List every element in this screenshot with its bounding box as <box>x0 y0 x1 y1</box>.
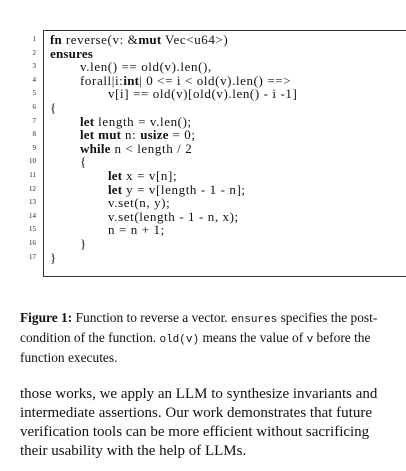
figure-caption <box>20 309 392 366</box>
line-number: 16 <box>29 239 36 247</box>
figure-label: Figure 1: <box>20 310 73 325</box>
code-line: while n < length / 2 <box>80 140 193 156</box>
line-number: 3 <box>32 62 36 71</box>
code-line: v.len() == old(v).len(), <box>80 59 212 75</box>
caption-code: old(v) <box>159 334 200 346</box>
code-line: let length = v.len(); <box>80 113 192 129</box>
line-number: 12 <box>29 184 36 193</box>
line-number: 1 <box>32 35 36 43</box>
code-line: forall|i:int| 0 <= i < old(v).len() ==> <box>80 72 292 88</box>
line-number: 2 <box>32 48 36 57</box>
code-bottom-border <box>43 276 406 277</box>
line-number: 13 <box>29 198 36 207</box>
line-number: 5 <box>32 89 36 98</box>
code-line: let x = v[n]; <box>108 168 178 183</box>
line-number: 7 <box>32 116 36 125</box>
code-line: v[i] == old(v)[old(v).len() - i -1] <box>108 86 298 102</box>
code-line: fn reverse(v: &mut Vec<u64>) <box>50 32 229 47</box>
code-line: } <box>50 249 57 265</box>
code-line: { <box>80 154 87 170</box>
line-number: 14 <box>29 211 36 220</box>
caption-text: before the function executes. <box>20 330 371 365</box>
caption-text: Function to reverse a vector. <box>75 310 228 325</box>
code-line: { <box>50 100 57 115</box>
line-number: 11 <box>29 171 36 179</box>
line-number: 6 <box>32 103 36 111</box>
caption-text: means the value of <box>202 330 304 345</box>
caption-code: v <box>306 334 314 346</box>
line-number: 4 <box>32 75 36 84</box>
code-line: let y = v[length - 1 - n]; <box>108 181 246 197</box>
line-number: 10 <box>29 157 36 166</box>
line-number: 8 <box>32 130 36 139</box>
body-paragraph: those works, we apply an LLM to synthesize invariants and intermediate assertions. Our work demonstrates that future verification tools can be more efficient without sacrificing their usability with the help of LLMs. <box>20 386 378 459</box>
code-line: n = n + 1; <box>108 222 165 238</box>
code-line: } <box>80 236 87 251</box>
line-number: 9 <box>32 143 36 152</box>
code-line: v.set(n, y); <box>108 195 171 211</box>
code-line: v.set(length - 1 - n, x); <box>108 208 239 224</box>
code-top-border <box>43 30 406 31</box>
code-listing <box>0 30 406 276</box>
caption-text: specifies the post-condition of the function. <box>20 310 378 345</box>
line-number: 17 <box>29 252 36 261</box>
line-number: 15 <box>29 225 36 234</box>
code-left-border <box>43 30 44 276</box>
code-line: let mut n: usize = 0; <box>80 127 196 143</box>
code-line: ensures <box>50 45 94 61</box>
caption-code: ensures <box>231 314 278 326</box>
